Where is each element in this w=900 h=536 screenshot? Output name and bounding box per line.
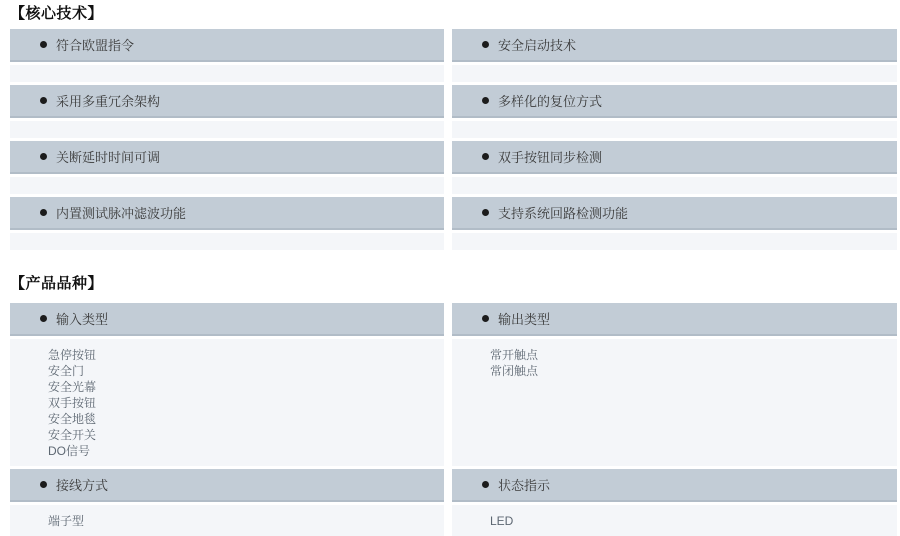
feature-label: 多样化的复位方式 bbox=[498, 94, 603, 109]
spacer-row bbox=[452, 233, 897, 250]
item-list bbox=[452, 339, 897, 466]
list-item: 安全开关 bbox=[48, 428, 97, 442]
feature-label: 接线方式 bbox=[56, 478, 109, 493]
list-item: 安全光幕 bbox=[48, 380, 97, 394]
list-item: LED bbox=[490, 514, 514, 528]
feature-label: 内置测试脉冲滤波功能 bbox=[56, 206, 187, 221]
list-item: 常闭触点 bbox=[490, 364, 539, 378]
feature-label: 关断延时时间可调 bbox=[56, 150, 161, 165]
feature-label: 符合欧盟指令 bbox=[56, 38, 135, 53]
bullet-icon bbox=[40, 209, 47, 216]
list-item: 安全门 bbox=[48, 364, 85, 378]
bullet-icon bbox=[40, 97, 47, 104]
bullet-icon bbox=[482, 41, 489, 48]
feature-header bbox=[452, 469, 897, 502]
feature-label: 输入类型 bbox=[56, 312, 109, 327]
feature-label: 状态指示 bbox=[498, 478, 551, 493]
feature-label: 双手按钮同步检测 bbox=[498, 150, 603, 165]
bullet-icon bbox=[482, 315, 489, 322]
feature-header bbox=[10, 303, 444, 336]
spacer-row bbox=[452, 121, 897, 138]
spacer-row bbox=[10, 233, 444, 250]
bullet-icon bbox=[40, 481, 47, 488]
item-list bbox=[10, 505, 444, 536]
feature-header bbox=[10, 85, 444, 118]
section-product-variety bbox=[10, 275, 897, 536]
list-item: 急停按钮 bbox=[48, 348, 97, 362]
feature-header bbox=[10, 29, 444, 62]
bullet-icon bbox=[40, 41, 47, 48]
bullet-icon bbox=[482, 153, 489, 160]
feature-header bbox=[452, 141, 897, 174]
section-title: 【核心技术】 bbox=[10, 5, 104, 22]
feature-label: 安全启动技术 bbox=[498, 38, 577, 53]
two-column-grid bbox=[10, 29, 897, 250]
bullet-icon bbox=[40, 153, 47, 160]
bullet-icon bbox=[482, 97, 489, 104]
spacer-row bbox=[10, 177, 444, 194]
feature-header bbox=[10, 141, 444, 174]
list-item: 双手按钮 bbox=[48, 396, 97, 410]
feature-header bbox=[452, 303, 897, 336]
bullet-icon bbox=[40, 315, 47, 322]
feature-label: 采用多重冗余架构 bbox=[56, 94, 161, 109]
feature-header bbox=[10, 197, 444, 230]
spacer-row bbox=[452, 65, 897, 82]
list-item: 安全地毯 bbox=[48, 412, 97, 426]
feature-header bbox=[10, 469, 444, 502]
feature-label: 输出类型 bbox=[498, 312, 551, 327]
feature-header bbox=[452, 85, 897, 118]
spacer-row bbox=[452, 177, 897, 194]
spacer-row bbox=[10, 65, 444, 82]
feature-header bbox=[452, 29, 897, 62]
list-item: 端子型 bbox=[48, 514, 85, 528]
item-list bbox=[452, 505, 897, 536]
list-item: 常开触点 bbox=[490, 348, 539, 362]
feature-header bbox=[452, 197, 897, 230]
bullet-icon bbox=[482, 209, 489, 216]
two-column-grid bbox=[10, 303, 897, 536]
bullet-icon bbox=[482, 481, 489, 488]
section-core-technology bbox=[10, 5, 897, 250]
spacer-row bbox=[10, 121, 444, 138]
feature-label: 支持系统回路检测功能 bbox=[498, 206, 629, 221]
list-item: DO信号 bbox=[48, 444, 91, 458]
section-title: 【产品品种】 bbox=[10, 275, 104, 292]
item-list bbox=[10, 339, 444, 466]
